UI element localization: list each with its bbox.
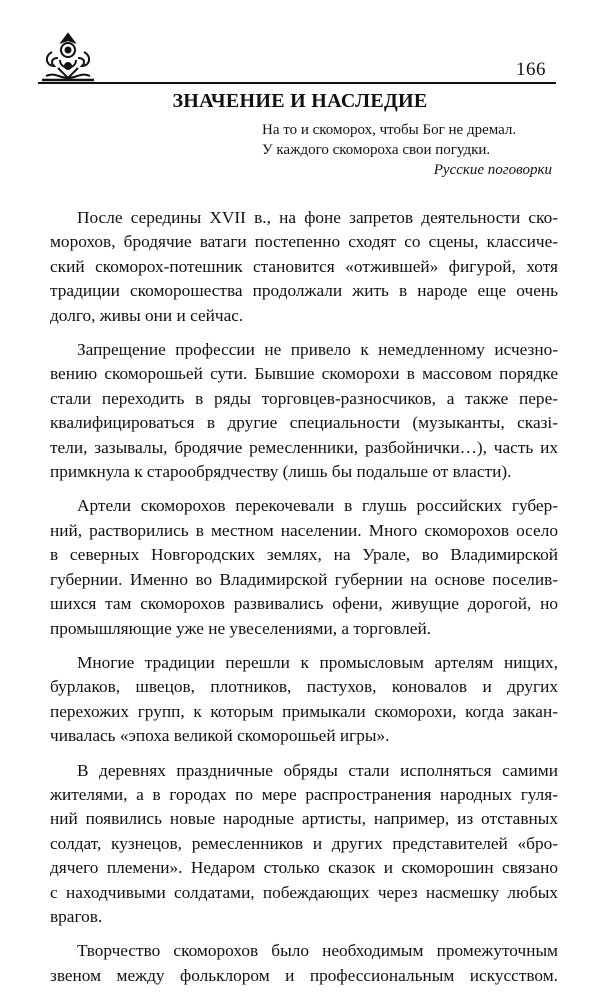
header-rule bbox=[38, 82, 556, 84]
text-line: стали переходить в ряды торговцев-разносчиков, а также пере- bbox=[50, 388, 558, 408]
text-line: Артели скоморохов перекочевали в глушь российских губер- bbox=[77, 496, 558, 516]
text-line: примкнула к старообрядчеству (лишь бы подальше от власти). bbox=[50, 462, 512, 482]
text-line: с находчивыми солдатами, побеждающих через насмешку любых bbox=[50, 882, 558, 902]
text-line: губернии. Именно во Владимирской губернии на основе поселив- bbox=[50, 569, 558, 589]
paragraph bbox=[50, 494, 558, 640]
epigraph-line: У каждого скомороха свои погудки. bbox=[262, 142, 491, 158]
text-line: перехожих групп, к которым примыкали скоморохи, когда закан- bbox=[50, 701, 558, 721]
text-line: морохов, бродячие ватаги постепенно сходят со сцены, классиче- bbox=[50, 232, 558, 252]
epigraph-line: На то и скоморох, чтобы Бог не дремал. bbox=[262, 122, 517, 138]
text-line: в северных Новгородских землях, на Урале, во Владимирской bbox=[50, 545, 558, 565]
decorative-ornament-icon bbox=[38, 30, 98, 84]
page-number: 166 bbox=[516, 59, 546, 80]
text-line: В деревнях праздничные обряды стали исполняться самими bbox=[77, 760, 558, 780]
text-line: После середины XVII в., на фоне запретов деятельности ско- bbox=[77, 208, 558, 227]
text-line: врагов. bbox=[50, 906, 103, 926]
paragraph bbox=[50, 939, 558, 988]
text-line: ний, растворились в местном населении. Много скоморохов осело bbox=[50, 520, 558, 540]
paragraph bbox=[50, 651, 558, 749]
text-line: традиции скоморошества продолжали жить в народе еще очень bbox=[50, 281, 558, 301]
chapter-title: ЗНАЧЕНИЕ И НАСЛЕДИЕ bbox=[172, 90, 428, 112]
paragraph bbox=[50, 338, 558, 484]
epigraph bbox=[262, 120, 552, 180]
text-line: ний появились новые народные артисты, например, из отставных bbox=[50, 809, 558, 829]
text-line: тели, зазывалы, бродячие ремесленники, разбойнички…), часть их bbox=[50, 437, 558, 457]
text-line: чивалась «эпоха великой скоморошьей игры». bbox=[50, 726, 390, 746]
text-line: жителями, а в городах по мере распространения народных гуля- bbox=[50, 784, 558, 804]
text-line: Многие традиции перешли к промысловым артелям нищих, bbox=[77, 652, 558, 672]
text-line: квалифицироваться в другие специальности (музыканты, сказі- bbox=[50, 413, 558, 433]
text-line: солдат, кузнецов, ремесленников и других представителей «бро- bbox=[50, 833, 558, 853]
paragraph bbox=[50, 759, 558, 930]
text-line: звеном между фольклором и профессиональным искусством. bbox=[50, 965, 558, 985]
body-text bbox=[50, 206, 558, 998]
epigraph-source: Русские поговорки bbox=[433, 162, 552, 178]
text-line: дячего племени». Недаром столько сказок и скоморошин связано bbox=[50, 858, 558, 878]
paragraph bbox=[50, 206, 558, 328]
text-line: долго, живы они и сейчас. bbox=[50, 305, 244, 325]
text-line: Творчество скоморохов было необходимым промежуточным bbox=[77, 941, 558, 961]
text-line: вению скоморошьей сути. Бывшие скоморохи в массовом порядке bbox=[50, 364, 558, 384]
text-line: шихся там скоморохов развивались офени, живущие дорогой, но bbox=[50, 594, 558, 614]
text-line: Запрещение профессии не привело к немедленному исчезно- bbox=[77, 340, 558, 360]
text-line: промышляющие уже не увеселениями, а торговлей. bbox=[50, 618, 432, 638]
text-line: ский скоморох-потешник становится «отжившей» фигурой, хотя bbox=[50, 256, 558, 276]
text-line: бурлаков, швецов, плотников, пастухов, коновалов и других bbox=[50, 677, 558, 697]
